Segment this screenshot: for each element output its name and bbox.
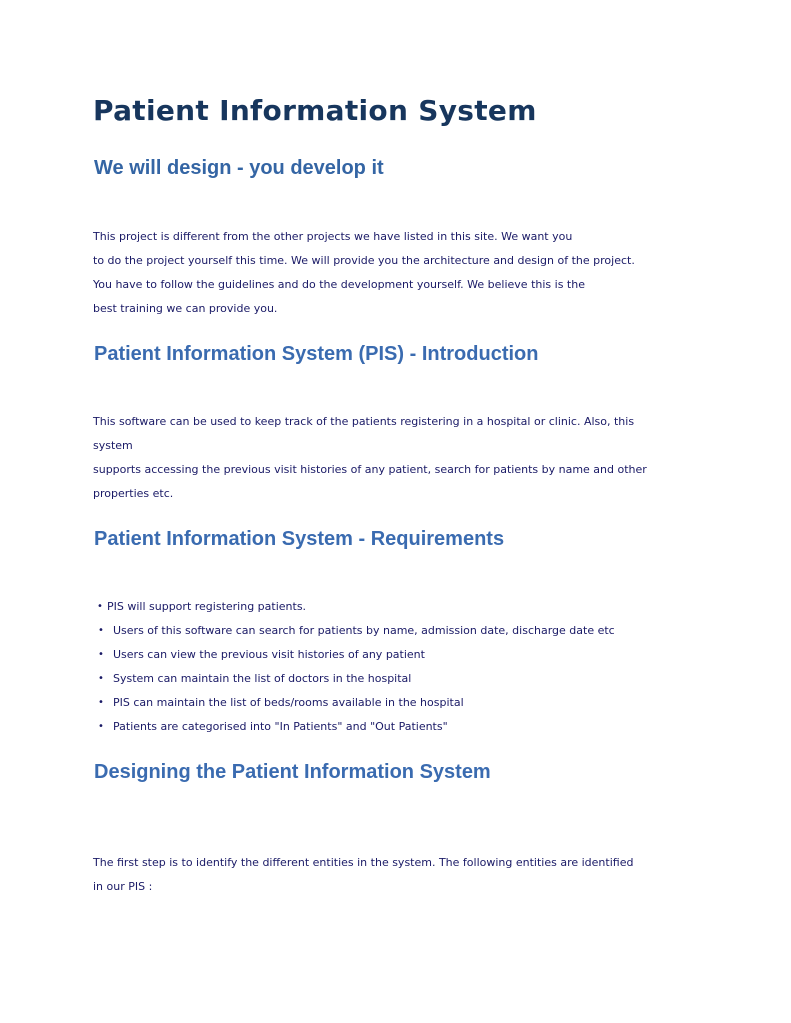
bullet-icon: • [98,673,104,684]
design-line-1: The first step is to identify the different entities in the system. The following entities are identified [93,856,634,869]
document-subtitle: We will design - you develop it [94,157,384,179]
bullet-icon: • [98,721,104,732]
intro-line-1: This project is different from the other projects we have listed in this site. We want you [93,230,573,243]
section-heading-introduction: Patient Information System (PIS) - Introduction [94,343,539,365]
requirement-item [0,672,791,686]
requirement-item-text: Users of this software can search for patients by name, admission date, discharge date etc [113,624,615,637]
introduction-line-4: properties etc. [93,487,174,500]
bullet-icon: • [98,697,104,708]
design-line-2: in our PIS : [93,880,153,893]
section-heading-requirements: Patient Information System - Requirements [94,528,505,550]
introduction-line-2: system [93,439,133,452]
requirement-item-text: System can maintain the list of doctors in the hospital [113,672,412,685]
requirement-item [0,648,791,662]
introduction-line-1: This software can be used to keep track of the patients registering in a hospital or clinic. Also, this [93,415,635,428]
requirement-item [0,624,791,638]
requirement-item [0,720,791,734]
bullet-icon: • [98,625,104,636]
requirement-item-text: Patients are categorised into "In Patients" and "Out Patients" [113,720,448,733]
intro-line-3: You have to follow the guidelines and do the development yourself. We believe this is the [93,278,585,291]
intro-line-2: to do the project yourself this time. We will provide you the architecture and design of the project. [93,254,635,267]
introduction-line-3: supports accessing the previous visit histories of any patient, search for patients by name and other [93,463,647,476]
bullet-icon: • [98,649,104,660]
bullet-icon: • [97,601,103,612]
intro-line-4: best training we can provide you. [93,302,278,315]
section-heading-design: Designing the Patient Information System [94,761,491,783]
requirement-item-text: PIS will support registering patients. [107,600,307,613]
requirement-item-text: PIS can maintain the list of beds/rooms available in the hospital [113,696,464,709]
requirement-item [0,696,791,710]
requirement-item [0,600,791,614]
document-title: Patient Information System [93,94,537,127]
requirement-item-text: Users can view the previous visit histories of any patient [113,648,425,661]
